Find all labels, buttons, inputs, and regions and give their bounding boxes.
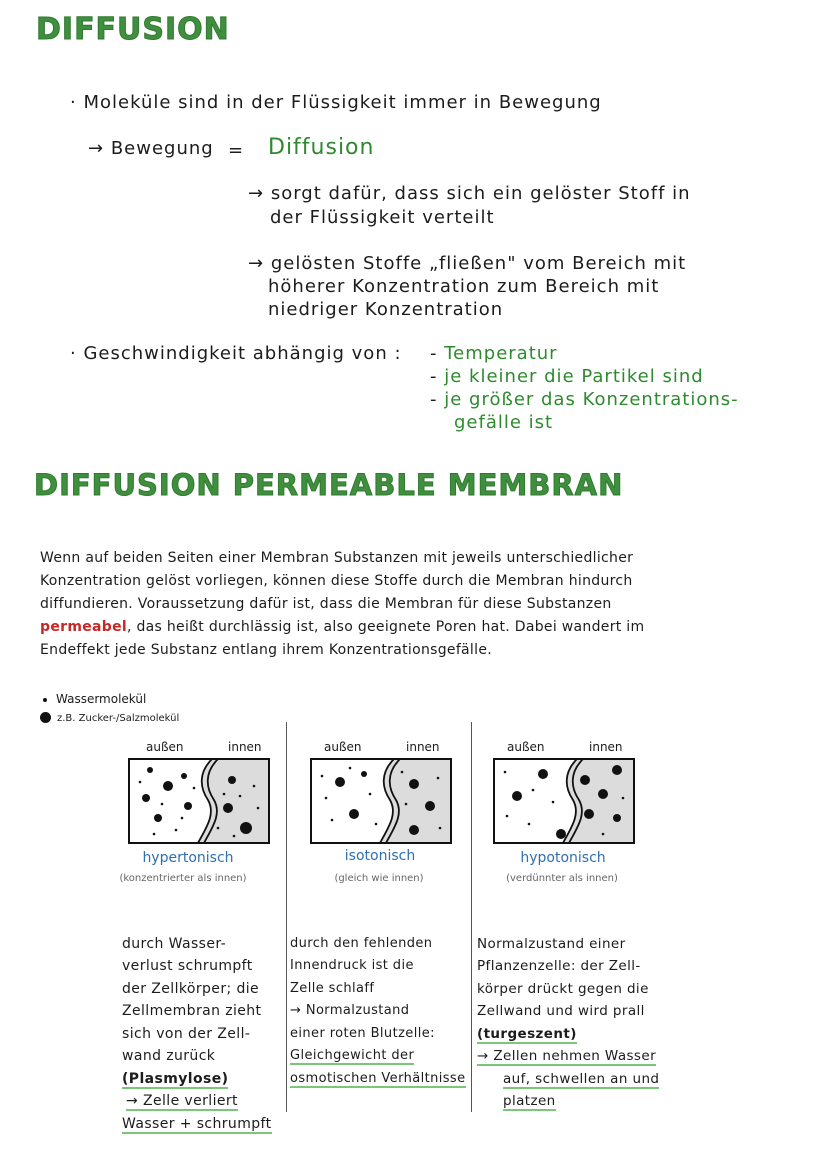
column-isotonic-text <box>290 910 466 1113</box>
diagram-title: isotonisch <box>344 848 416 864</box>
paragraph-line: permeabel, das heißt durchlässig ist, also geeignete Poren hat. Dabei wandert im <box>40 619 645 635</box>
text-line: Wasser + schrumpft <box>122 1115 272 1132</box>
sub2-line1: gelösten Stoffe „fließen" vom Bereich mit <box>270 253 687 274</box>
diagram-hypertonic <box>119 740 278 900</box>
text-line: sich von der Zell- <box>122 1025 251 1042</box>
text-line: durch den fehlenden <box>290 935 433 951</box>
text-line: Normalzustand einer <box>477 935 626 952</box>
legend-item-big: z.B. Zucker-/Salzmolekül <box>40 708 179 728</box>
text-line: → Zellen nehmen Wasser <box>477 1048 657 1064</box>
text-line: durch Wasser- <box>122 935 227 952</box>
equals-sign: = <box>228 140 245 161</box>
outside-label: außen <box>146 740 184 754</box>
text-line: → Normalzustand <box>290 1003 410 1018</box>
arrow-icon: → <box>88 138 105 159</box>
inside-label: innen <box>406 740 440 754</box>
text-line: Zellmembran zieht <box>122 1003 262 1019</box>
inside-label: innen <box>228 740 262 754</box>
speed-label-text: Geschwindigkeit abhängig von : <box>83 343 402 364</box>
cell-diagram <box>310 758 452 844</box>
movement-arrow-line <box>88 138 214 159</box>
cell-diagram <box>493 758 635 844</box>
text-line: körper drückt gegen die <box>477 980 649 997</box>
speed-label: · Geschwindigkeit abhängig von : <box>70 343 402 364</box>
sub1-line2: der Flüssigkeit verteilt <box>270 207 495 228</box>
column-hypertonic-text <box>122 910 272 1158</box>
speed-factors-list <box>430 342 739 434</box>
text-line-highlight: (turgeszent) <box>477 1025 577 1042</box>
text-line: Zelle schlaff <box>290 980 375 996</box>
text-line: Pflanzenzelle: der Zell- <box>477 958 641 974</box>
outside-label: außen <box>507 740 545 754</box>
text-line: osmotischen Verhältnisse <box>290 1070 466 1086</box>
text-line: der Zellkörper; die <box>122 980 260 997</box>
sub-point-distribution <box>248 182 691 230</box>
paragraph-line: diffundieren. Voraussetzung dafür ist, dass die Membran für diese Substanzen <box>40 596 612 612</box>
factor-item-continued: gefälle ist <box>454 412 554 433</box>
paragraph-line: Konzentration gelöst vorliegen, können diese Stoffe durch die Membran hindurch <box>40 573 633 589</box>
text-line: verlust schrumpft <box>122 958 253 974</box>
sub1-line1: sorgt dafür, dass sich ein gelöster Stoff in <box>270 183 691 204</box>
arrow-icon: → <box>248 253 265 274</box>
molecules-text: Moleküle sind in der Flüssigkeit immer in Bewegung <box>83 92 602 113</box>
membrane-paragraph <box>40 547 644 662</box>
factor-item: - Temperatur <box>430 343 558 364</box>
section-title-membrane: DIFFUSION PERMEABLE MEMBRAN <box>34 468 624 502</box>
text-line: Zellwand und wird prall <box>477 1003 645 1019</box>
arrow-icon: → <box>248 183 265 204</box>
text-line: einer roten Blutzelle: <box>290 1025 435 1041</box>
paragraph-line: Endeffekt jede Substanz entlang ihrem Konzentrationsgefälle. <box>40 642 492 658</box>
paragraph-line: Wenn auf beiden Seiten einer Membran Substanzen mit jeweils unterschiedlicher <box>40 550 634 566</box>
diagram-hypotonic <box>493 740 643 900</box>
column-divider <box>286 722 287 1112</box>
column-divider <box>471 722 472 1112</box>
factor-item: - je kleiner die Partikel sind <box>430 366 704 387</box>
sub-point-flow <box>248 252 686 321</box>
inside-label: innen <box>589 740 623 754</box>
section-title-diffusion: DIFFUSION <box>36 12 230 47</box>
factor-item: - je größer das Konzentrations- <box>430 389 739 410</box>
legend <box>40 690 179 728</box>
bullet-molecules: · Moleküle sind in der Flüssigkeit immer in Bewegung <box>70 92 602 113</box>
diagram-title: hypertonisch <box>142 850 234 866</box>
diagram-isotonic <box>310 740 460 900</box>
text-line: auf, schwellen an und <box>503 1070 660 1087</box>
diffusion-term: Diffusion <box>268 135 375 160</box>
text-line: wand zurück <box>122 1048 216 1064</box>
big-dot-icon <box>40 712 51 723</box>
text-line: platzen <box>503 1093 556 1109</box>
small-dot-icon <box>43 698 47 702</box>
diagram-subtitle: (gleich wie innen) <box>334 873 424 884</box>
diagram-subtitle: (verdünnter als innen) <box>506 873 618 884</box>
movement-label: Bewegung <box>110 138 214 159</box>
text-line: → Zelle verliert <box>126 1093 238 1109</box>
sub2-line3: niedriger Konzentration <box>268 299 504 320</box>
permeable-term: permeabel <box>40 619 127 635</box>
diagram-title: hypotonisch <box>520 850 606 866</box>
diagram-subtitle: (konzentrierter als innen) <box>119 873 247 884</box>
outside-label: außen <box>324 740 362 754</box>
text-line: Innendruck ist die <box>290 958 414 973</box>
sub2-line2: höherer Konzentration zum Bereich mit <box>268 276 660 297</box>
text-line: Gleichgewicht der <box>290 1048 415 1063</box>
text-line-highlight: (Plasmylose) <box>122 1070 229 1087</box>
cell-diagram <box>128 758 270 844</box>
column-hypotonic-text <box>477 910 659 1135</box>
legend-item-small: Wassermolekül <box>40 690 179 708</box>
